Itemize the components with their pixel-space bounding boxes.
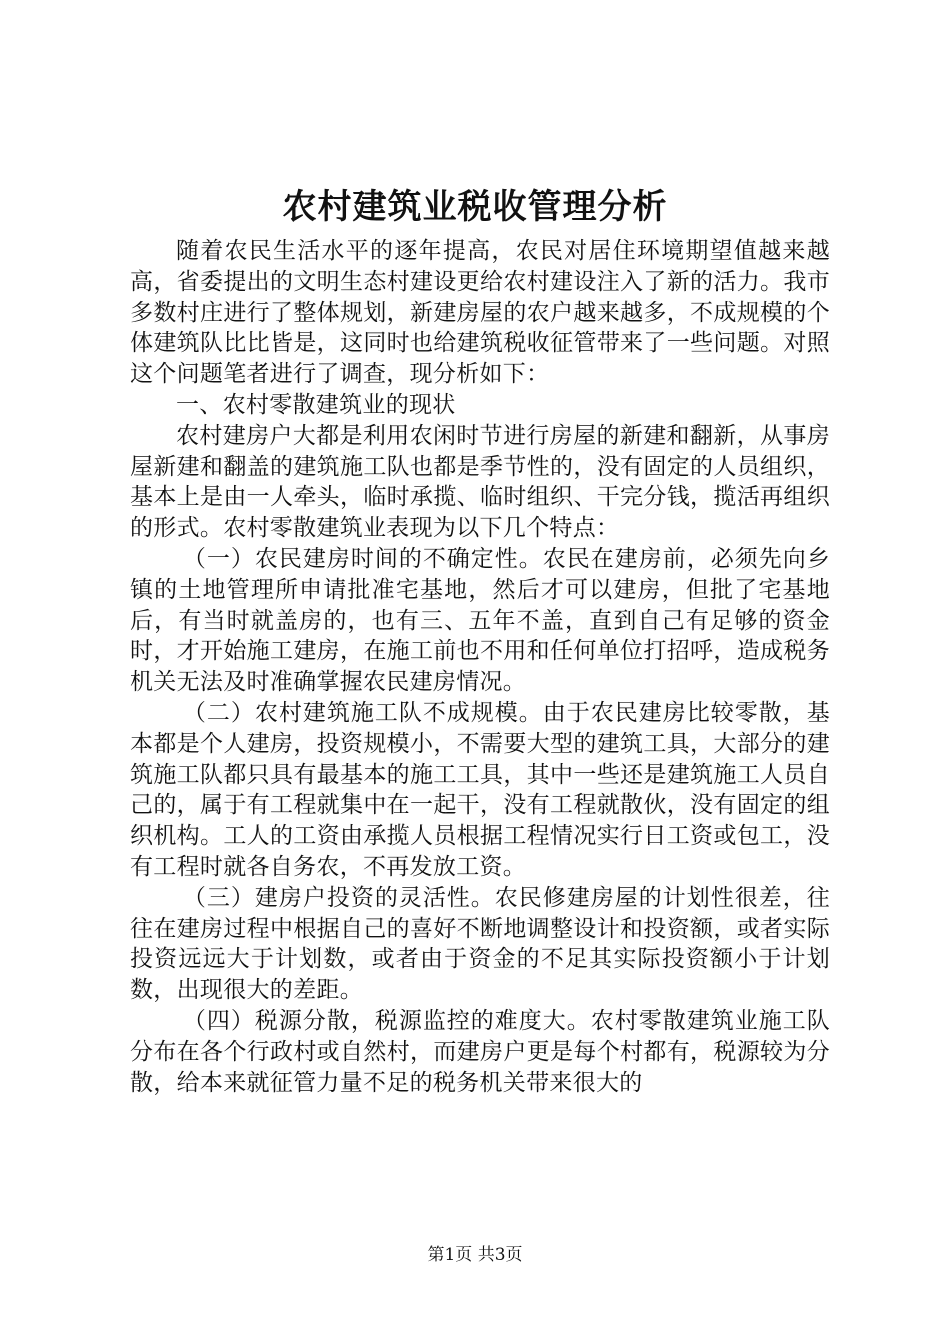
paragraph-point-2: （二）农村建筑施工队不成规模。由于农民建房比较零散，基本都是个人建房，投资规模小，不需要大型的建筑工具，大部分的建筑施工队都只具有最基本的施工工具，其中一些还是建筑施工人员自己的，属于有工程就集中在一起干，没有工程就散伙，没有固定的组织机构。工人的工资由承揽人员根据工程情况实行日工资或包工，没有工程时就各自务农，不再发放工资。: [130, 699, 830, 880]
paragraph-intro: 随着农民生活水平的逐年提高，农民对居住环境期望值越来越高，省委提出的文明生态村建设更给农村建设注入了新的活力。我市多数村庄进行了整体规划，新建房屋的农户越来越多，不成规模的个体建筑队比比皆是，这同时也给建筑税收征管带来了一些问题。对照这个问题笔者进行了调查，现分析如下：: [130, 238, 830, 388]
paragraph-point-1: （一）农民建房时间的不确定性。农民在建房前，必须先向乡镇的土地管理所申请批准宅基地，然后才可以建房，但批了宅基地后，有当时就盖房的，也有三、五年不盖，直到自己有足够的资金时，才开始施工建房，在施工前也不用和任何单位打招呼，造成税务机关无法及时准确掌握农民建房情况。: [130, 545, 830, 696]
document-body: [130, 236, 830, 1098]
section-heading: 一、农村零散建筑业的现状: [176, 391, 456, 418]
paragraph-point-4: （四）税源分散，税源监控的难度大。农村零散建筑业施工队分布在各个行政村或自然村，而建房户更是每个村都有，税源较为分散，给本来就征管力量不足的税务机关带来很大的: [130, 1007, 830, 1096]
page-number-footer: 第1页 共3页: [427, 1245, 523, 1265]
document-title: 农村建筑业税收管理分析: [282, 187, 668, 227]
paragraph-point-3: （三）建房户投资的灵活性。农民修建房屋的计划性很差，往往在建房过程中根据自己的喜好不断地调整设计和投资额，或者实际投资远远大于计划数，或者由于资金的不足其实际投资额小于计划数，出现很大的差距。: [130, 884, 830, 1004]
paragraph-status: 农村建房户大都是利用农闲时节进行房屋的新建和翻新，从事房屋新建和翻盖的建筑施工队也都是季节性的，没有固定的人员组织，基本上是由一人牵头，临时承揽、临时组织、干完分钱，揽活再组织的形式。农村零散建筑业表现为以下几个特点：: [130, 422, 830, 542]
